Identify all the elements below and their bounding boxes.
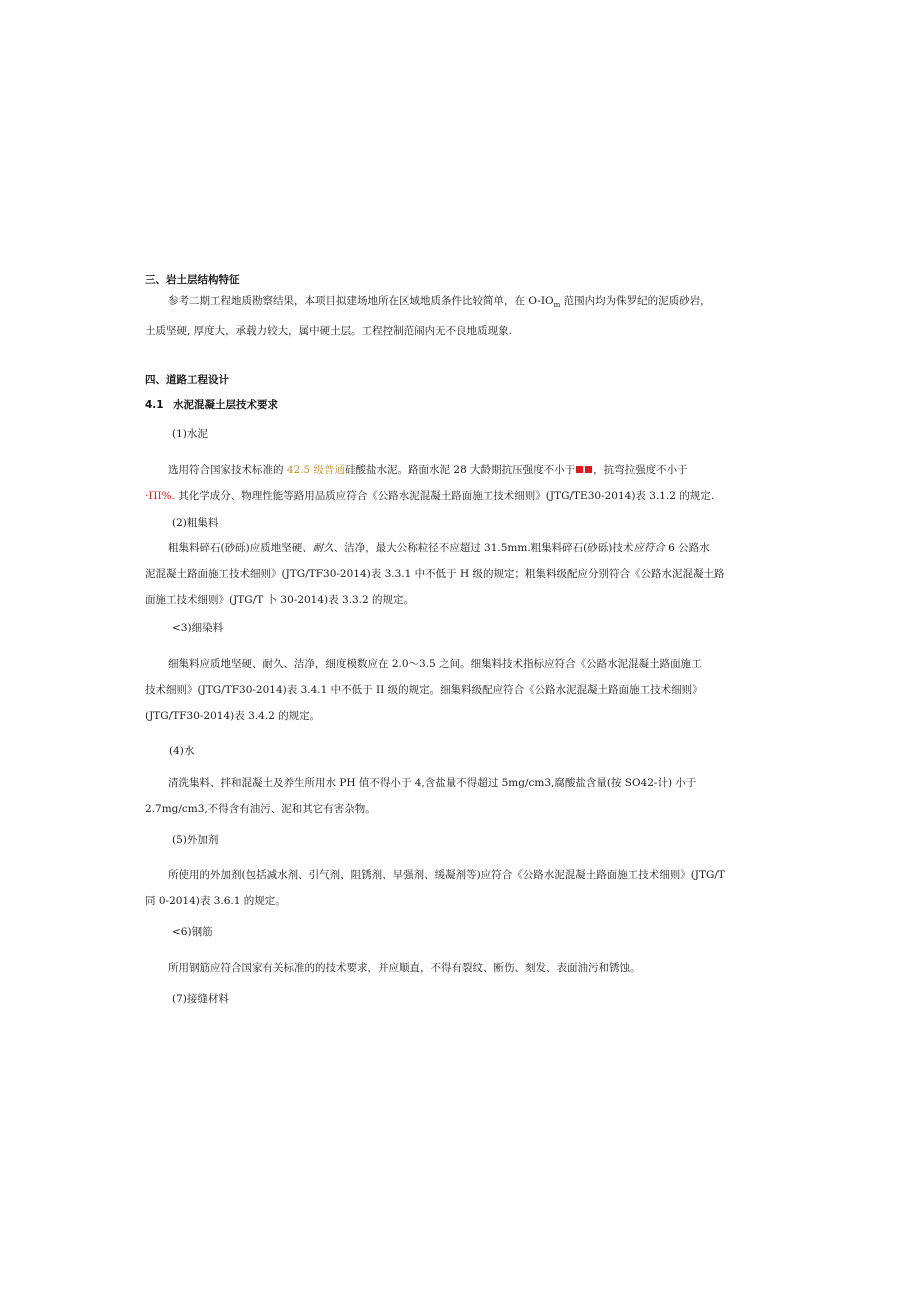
paragraph-line: 技术细则》(JTG/TF30-2014)表 3.4.1 中不低于 II 级的规定。细集料级配应符合《公路水泥混凝土路面施工技术细则》 xyxy=(145,684,703,696)
item-admixture-label: (5)外加剂 xyxy=(172,834,219,846)
paragraph-line: 面施工技术细则》(JTG/T 卜 30-2014)表 3.3.2 的规定。 xyxy=(145,594,415,606)
redacted-mark-icon xyxy=(585,466,592,473)
paragraph-line xyxy=(145,288,717,318)
redacted-mark-icon xyxy=(576,466,583,473)
section-3-paragraph xyxy=(145,288,717,344)
cement-paragraph xyxy=(145,457,717,509)
fine-paragraph xyxy=(145,651,717,729)
text-run: 选用符合国家技术标准的 xyxy=(168,464,287,476)
subsection-title: 水泥混凝土层技术要求 xyxy=(173,399,278,411)
coarse-paragraph xyxy=(145,535,725,613)
text-run: ，抗弯拉强度不小于 xyxy=(593,464,688,476)
item-cement-label: (1)水泥 xyxy=(172,428,208,440)
item-water-label: (4)水 xyxy=(169,745,195,757)
text-run: 6 公路水 xyxy=(664,542,710,554)
paragraph-line xyxy=(145,483,717,509)
paragraph-line: 2.7mg/cm3,不得含有油污、泥和其它有害杂物。 xyxy=(145,803,376,815)
text-run: 耐久 xyxy=(312,542,334,554)
highlight-text: 42.5 级普通 xyxy=(286,464,346,476)
item-fine-label: <3)细染料 xyxy=(172,622,224,634)
steel-paragraph xyxy=(145,955,717,981)
paragraph-line: 清洗集料、拌和混凝土及养生所用水 PH 值不得小于 4,含盐量不得超过 5mg/cm3,腐酸盐含量(按 SO42-计) 小于 xyxy=(168,777,697,789)
text-run: 参考二期工程地质勘察结果，本项目拟建场地所在区域地质条件比较简单，在 O-IO xyxy=(168,295,554,307)
section-4-heading: 四、道路工程设计 xyxy=(145,374,229,386)
highlight-text: ·ΠI%. xyxy=(145,490,175,502)
text-run: 应符合 xyxy=(633,542,665,554)
item-steel-label: <6)钢筋 xyxy=(172,926,213,938)
paragraph-line: (JTG/TF30-2014)表 3.4.2 的规定。 xyxy=(145,710,321,722)
text-run: 粗集料碎石(砂砾)应质地坚硬、 xyxy=(168,542,313,554)
text-run: 、洁净，最大公称粒径不应超过 31.5mm.粗集料碎石(砂砾)技术 xyxy=(333,542,634,554)
paragraph-line xyxy=(145,535,717,561)
paragraph-line: 细集料应质地坚硬、耐久、洁净，细度模数应在 2.0～3.5 之间。细集料技术指标应符合《公路水泥混凝土路面施工 xyxy=(168,658,702,670)
text-run: 范围内均为侏罗纪的泥质砂岩， xyxy=(560,295,711,307)
paragraph-line: 土质坚硬, 厚度大，承载力较大，属中硬土层。工程控制范闹内无不良地质现象. xyxy=(145,325,513,338)
subsection-number: 4.1 xyxy=(145,399,164,411)
subscript: m xyxy=(553,301,561,310)
admixture-paragraph xyxy=(145,862,725,914)
water-paragraph xyxy=(145,770,717,822)
paragraph-line: 所使用的外加剂(包括减水剂、引气剂、阻锈剂、早强剂、缓凝剂等)应符合《公路水泥混凝土路面施工技术细则》(JTG/T xyxy=(168,869,725,881)
paragraph-line xyxy=(145,457,717,483)
paragraph-line: 所用钢筋应符合国家有关标准的的技术要求，并应顺直，不得有裂纹、断伤、刻发、表面油污和锈蚀。 xyxy=(168,962,641,974)
item-coarse-label: (2)粗集料 xyxy=(172,517,219,529)
paragraph-line: 泥混凝土路面施工技术细则》(JTG/TF30-2014)表 3.3.1 中不低于 H 级的规定；粗集料级配应分别符合《公路水泥混凝土路 xyxy=(145,568,725,580)
text-run: 硅酸盐水泥。路面水泥 28 大龄期抗压强度不小于 xyxy=(345,464,576,476)
item-joint-label: (7)接缝材料 xyxy=(172,993,229,1005)
section-3-heading: 三、岩土层结构特征 xyxy=(145,274,240,286)
paragraph-line: 同 0-2014)表 3.6.1 的规定。 xyxy=(145,895,286,907)
text-run: 其化学成分、物理性能等路用品质应符合《公路水泥混凝土路面施工技术细则》(JTG/TE30-2014)表 3.1.2 的规定. xyxy=(174,490,715,502)
subsection-4-1-heading xyxy=(145,397,278,412)
